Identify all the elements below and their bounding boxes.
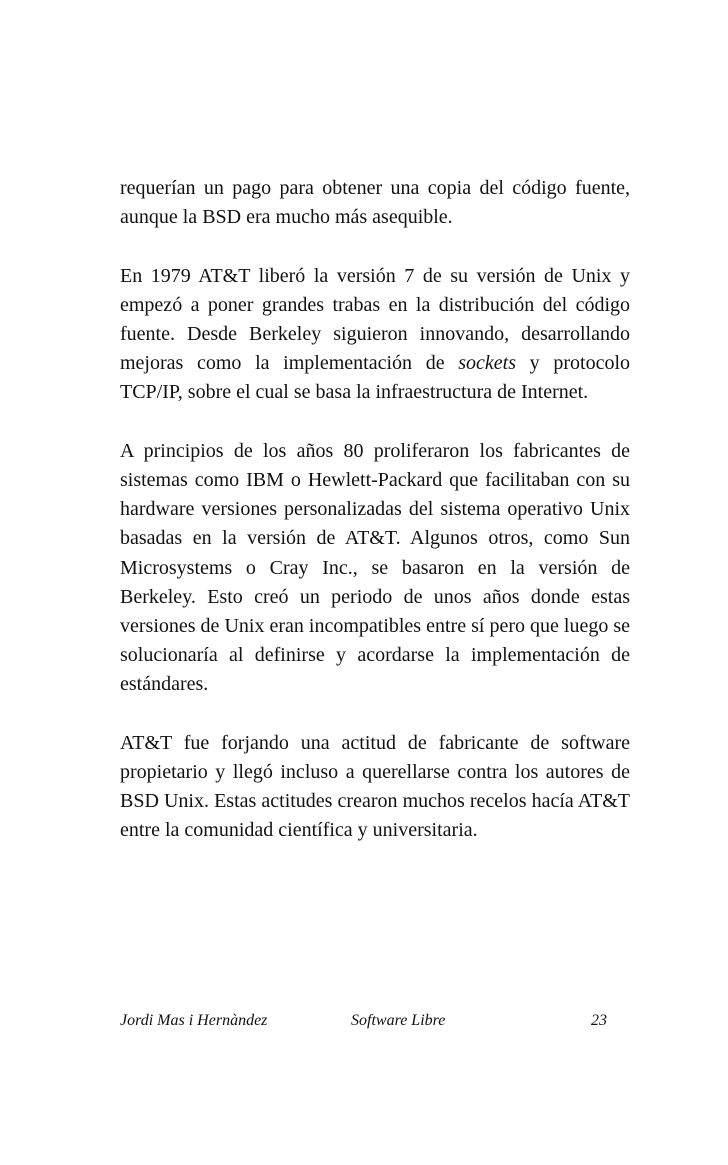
footer-author: Jordi Mas i Hernàndez	[120, 1012, 268, 1029]
paragraph-2-text-before: En 1979 AT&T liberó la versión 7 de su versión de Unix y empezó a poner grandes trabas en la distribución del código fuente. Desde Berkeley siguieron innovando, desarrollando mejoras como la implementación de	[120, 264, 630, 375]
emphasized-term-sockets: sockets	[458, 352, 517, 375]
paragraph-3: A principios de los años 80 proliferaron los fabricantes de sistemas como IBM o Hewlett-Packard que facilitaban con su hardware versiones personalizadas del sistema operativo Unix basadas en la versión de AT&T. Algunos otros, como Sun Microsystems o Cray Inc., se basaron en la versión de Berkeley. Esto creó un periodo de unos años donde estas versiones de Unix eran incompatibles entre sí pero que luego se solucionaría al definirse y acordarse la implementación de estándares.	[120, 439, 630, 696]
footer-page-number: 23	[591, 1012, 607, 1029]
paragraph-2-text-after: y protocolo TCP/IP, sobre el cual se basa la infraestructura de Internet.	[120, 352, 631, 404]
page-footer	[0, 1011, 728, 1035]
paragraph-2	[120, 262, 630, 408]
page-body	[120, 174, 630, 846]
paragraph-4: AT&T fue forjando una actitud de fabricante de software propietario y llegó incluso a querellarse contra los autores de BSD Unix. Estas actitudes crearon muchos recelos hacía AT&T entre la comunidad científica y universitaria.	[120, 731, 630, 842]
paragraph-1: requerían un pago para obtener una copia del código fuente, aunque la BSD era mucho más asequible.	[120, 177, 630, 229]
footer-book-title: Software Libre	[351, 1012, 446, 1029]
